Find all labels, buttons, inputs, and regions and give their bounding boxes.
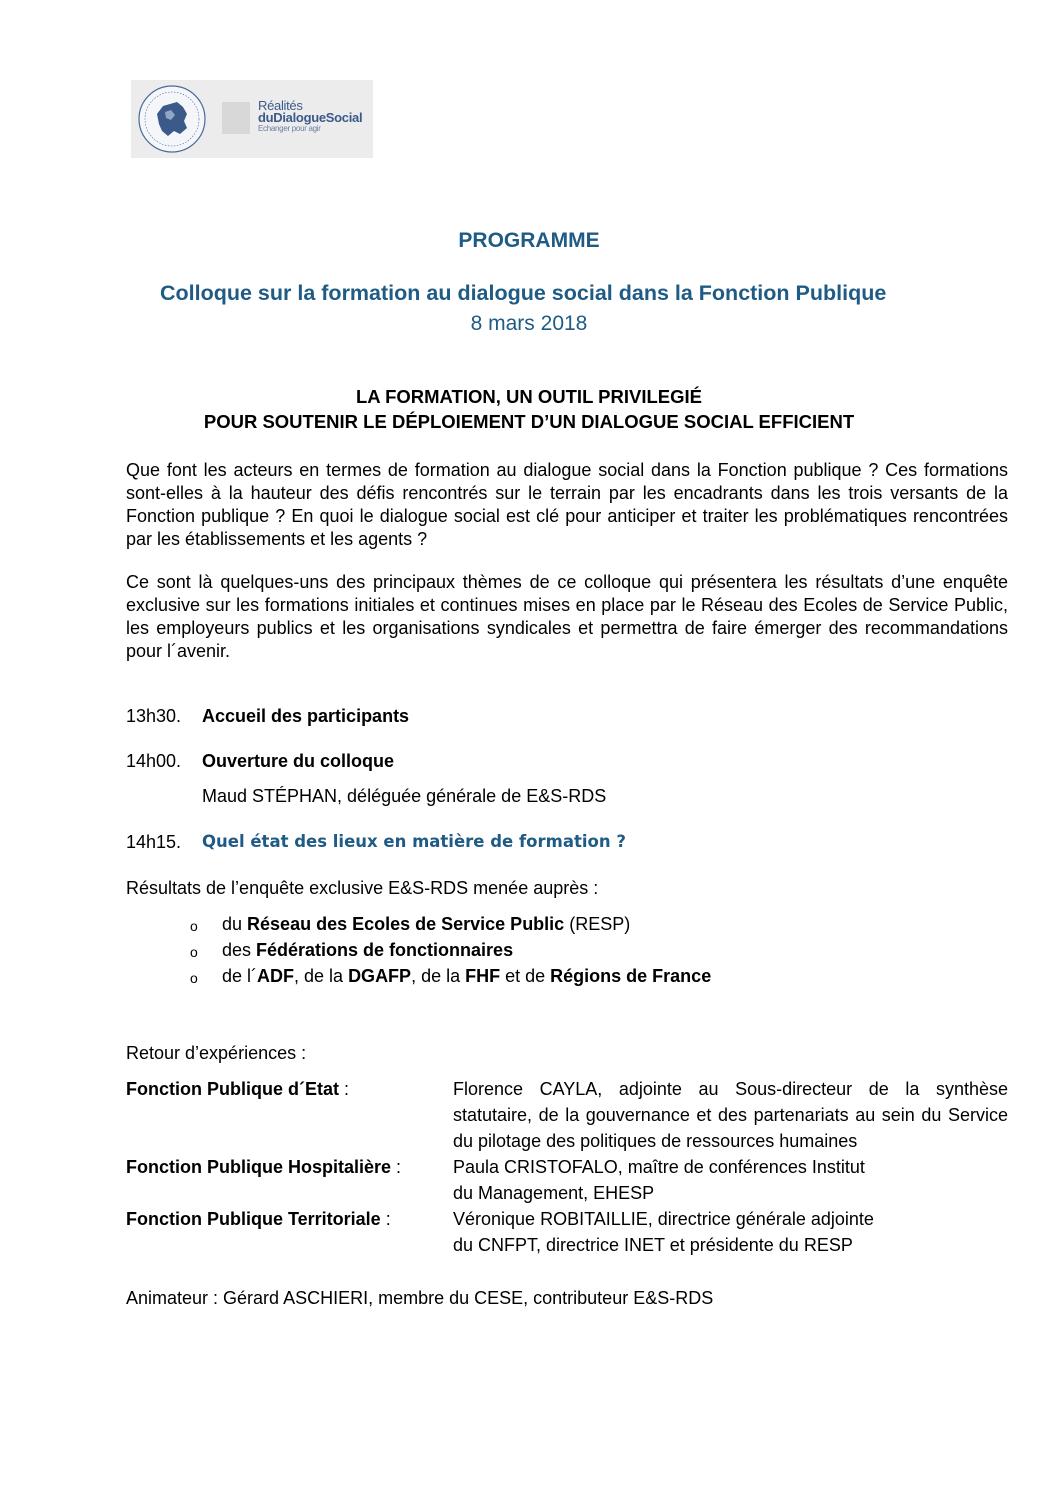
survey-item-3-sep-2: , de la (411, 966, 466, 986)
schedule-title-3: Quel état des lieux en matière de formation ? (202, 832, 626, 851)
fp-etat-speaker: Florence CAYLA, adjointe au Sous-directeur de la synthèse statutaire, de la gouvernance et des partenariats au sein du Service du pilotage des politiques de ressources humaines (453, 1079, 1008, 1151)
survey-item-3-sep-3: et de (500, 966, 551, 986)
colloque-title: Colloque sur la formation au dialogue social dans la Fonction Publique (160, 281, 887, 305)
intro-paragraph-2: Ce sont là quelques-uns des principaux thèmes de ce colloque qui présentera les résultats d’une enquête exclusive sur les formations initiales et continues mises en place par le Réseau des Ecoles de Service Public, les employeurs publics et les organisations syndicales et permettra de faire émerger des recommandations pour l´avenir. (126, 572, 1008, 661)
brand-line-1: Réalités (258, 98, 303, 113)
survey-item-1-prefix: du (222, 914, 248, 934)
survey-item-2-name: Fédérations de fonctionnaires (256, 940, 514, 960)
brand-face-icon (222, 102, 250, 134)
event-date: 8 mars 2018 (470, 312, 588, 335)
fp-terr-speaker-line-1: Véronique ROBITAILLIE, directrice générale adjointe (453, 1209, 874, 1229)
survey-item-1-suffix: (RESP) (564, 914, 631, 934)
schedule-time-3: 14h15. (126, 832, 182, 852)
fp-terr-label (126, 1209, 391, 1230)
fp-hosp-colon: : (391, 1157, 402, 1177)
survey-item-3-sep-1: , de la (294, 966, 349, 986)
programme-title: PROGRAMME (458, 229, 600, 252)
schedule-title-1: Accueil des participants (202, 706, 410, 726)
fp-terr-name: Fonction Publique Territoriale (126, 1209, 381, 1229)
schedule-time-1: 13h30. (126, 706, 182, 726)
fp-hosp-name: Fonction Publique Hospitalière (126, 1157, 392, 1177)
survey-item-3-regions: Régions de France (550, 966, 712, 986)
fp-hosp-speaker-line-1: Paula CRISTOFALO, maître de conférences Institut (453, 1157, 865, 1177)
fp-hosp-speaker-line-2: du Management, EHESP (453, 1183, 655, 1203)
survey-item-3-fhf: FHF (465, 966, 501, 986)
survey-item-3-adf: ADF (257, 966, 295, 986)
theme-line-2: POUR SOUTENIR LE DÉPLOIEMENT D’UN DIALOGUE SOCIAL EFFICIENT (203, 411, 855, 432)
schedule-title-2: Ouverture du colloque (202, 751, 395, 771)
brand-line-2: duDialogueSocial (258, 110, 363, 125)
brand-logo (222, 100, 372, 140)
fp-terr-colon: : (380, 1209, 391, 1229)
brand-name (258, 100, 362, 134)
survey-item-1 (222, 914, 630, 935)
animateur-line: Animateur : Gérard ASCHIERI, membre du CESE, contributeur E&S-RDS (126, 1288, 714, 1308)
fp-etat-name: Fonction Publique d´Etat (126, 1079, 339, 1099)
schedule-speaker-2: Maud STÉPHAN, déléguée générale de E&S-RDS (202, 786, 607, 806)
fp-hosp-speaker (453, 1154, 1008, 1206)
fp-terr-speaker (453, 1206, 1008, 1258)
survey-item-3-prefix: de l´ (222, 966, 258, 986)
fp-etat-label (126, 1079, 349, 1100)
fp-terr-speaker-line-2: du CNFPT, directrice INET et présidente du RESP (453, 1235, 853, 1255)
fp-etat-colon: : (338, 1079, 349, 1099)
experiences-heading: Retour d’expériences : (126, 1043, 307, 1063)
theme-line-1: LA FORMATION, UN OUTIL PRIVILEGIÉ (355, 386, 703, 407)
eu-seal-map-icon (137, 84, 207, 154)
bullet-icon: o (190, 918, 198, 934)
bullet-icon: o (190, 970, 198, 986)
survey-item-3-dgafp: DGAFP (348, 966, 412, 986)
survey-item-2-prefix: des (222, 940, 257, 960)
intro-paragraph-1: Que font les acteurs en termes de formation au dialogue social dans la Fonction publique ? Ces formations sont-elles à la hauteur des défis rencontrés sur le terrain par les encadrants dans les trois versants de la Fonction publique ? En quoi le dialogue social est clé pour anticiper et traiter les problématiques rencontrées par les établissements et les agents ? (126, 460, 1008, 549)
schedule-time-2: 14h00. (126, 751, 182, 771)
survey-item-1-name: Réseau des Ecoles de Service Public (247, 914, 565, 934)
survey-intro: Résultats de l’enquête exclusive E&S-RDS menée auprès : (126, 878, 599, 898)
survey-item-3 (222, 966, 711, 987)
brand-tagline: Echanger pour agir (258, 124, 321, 133)
survey-item-2 (222, 940, 513, 961)
fp-hosp-label (126, 1157, 401, 1178)
bullet-icon: o (190, 944, 198, 960)
